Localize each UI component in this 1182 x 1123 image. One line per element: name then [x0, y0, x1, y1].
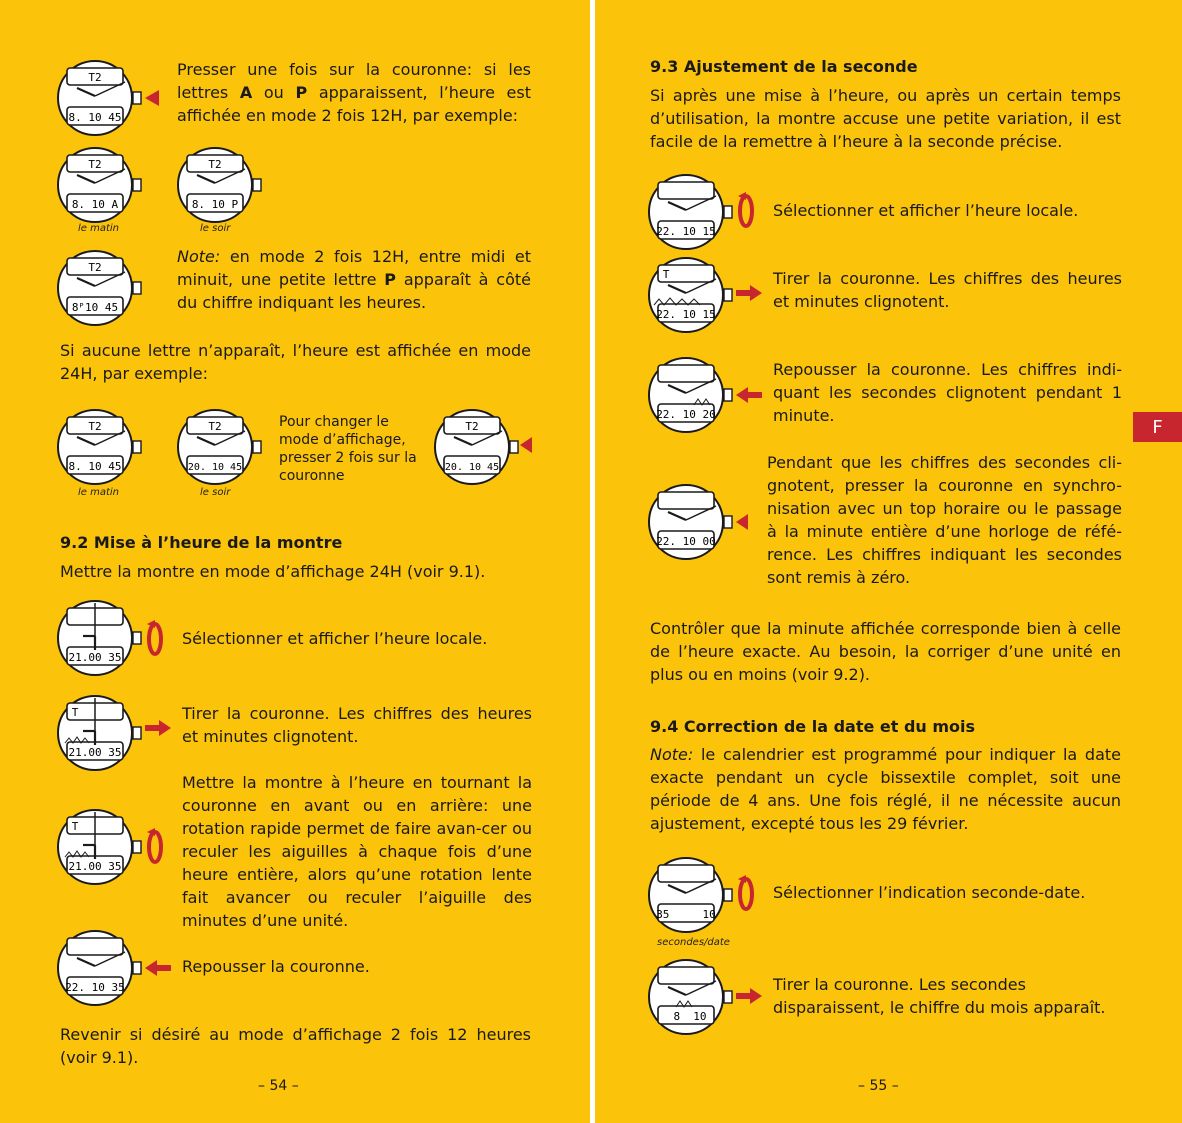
watch-top-display: T2: [88, 261, 102, 274]
watch-bottom-display: 22. 10 35: [65, 981, 125, 994]
step-select-seconds-date: Sélectionner l’indication seconde-date.: [773, 883, 1086, 902]
step-pull-crown: Tirer la couronne. Les chiffres des heures et minutes clignotent.: [182, 704, 532, 746]
watch-bottom-display: 8. 10 45: [68, 460, 122, 473]
step-select-local-time: Sélectionner et afficher l’heure locale.: [773, 201, 1079, 220]
section-9-4-title: 9.4 Correction de la date et du mois: [650, 717, 976, 736]
watch-top-display: T2: [465, 420, 479, 433]
watch-bottom-display: 8. 10 P: [191, 198, 239, 211]
rotate-crown-icon: [145, 620, 165, 658]
check-minute-paragraph: Contrôler que la minute affichée corresponde bien à celle de l’heure exacte. Au besoin, la corriger d’une unité en plus ou en moins (voir 9.2).: [650, 619, 1121, 684]
step-select-local-time: Sélectionner et afficher l’heure locale.: [182, 629, 488, 648]
watch-bottom-display: 8. 10 45: [68, 111, 122, 124]
watch-bottom-display: 35 10: [656, 908, 716, 921]
watch-illustration: [55, 693, 145, 773]
step-set-time: Mettre la montre à l’heure en tournant la couronne en avant ou en arrière: une rotation rapide permet de faire avan-cer ou reculer les aiguilles à chaque fois d’une heure entière, alors qu’une rotation lente fait avancer ou reculer l’aiguille des minutes d’une unité.: [182, 773, 532, 930]
push-arrow-icon: [520, 437, 532, 453]
rotate-crown-icon: [736, 875, 756, 913]
step-pull-month: Tirer la couronne. Les secondes disparaissent, le chiffre du mois apparaît.: [773, 975, 1106, 1017]
section-9-2-intro: Mettre la montre en mode d’affichage 24H (voir 9.1).: [60, 562, 486, 581]
watch-bottom-display: 8. 10 A: [71, 198, 119, 211]
watch-bottom-display: 22. 10 00: [656, 535, 716, 548]
caption-evening: le soir: [200, 487, 231, 498]
watch-top-display: T: [662, 268, 670, 281]
step-synchronize-seconds: Pendant que les chiffres des secondes cli-gnotent, presser la couronne en synchro-nisation avec un top horaire ou le passage à la minute entière d’une horloge de réfé-rence. Les chiffres indiquant les secondes sont remis à zéro.: [767, 453, 1122, 587]
watch-illustration: [432, 407, 522, 487]
section-9-3-intro: Si après une mise à l’heure, ou après un certain temps d’utilisation, la montre accuse une petite variation, il est facile de la remettre à l’heure à la seconde précise.: [650, 86, 1121, 151]
watch-bottom-display: 20. 10 45: [187, 462, 243, 473]
intro-paragraph: Presser une fois sur la couronne: si les lettres A ou P apparaissent, l’heure est affichée en mode 2 fois 12H, par exemple:: [177, 60, 531, 125]
pull-arrow-icon: [736, 285, 762, 301]
caption-morning: le matin: [78, 223, 120, 234]
watch-top-display: T2: [208, 420, 222, 433]
note-paragraph: Note: en mode 2 fois 12H, entre midi et minuit, une petite lettre P apparaît à côté du chiffre indiquant les heures.: [177, 247, 532, 312]
change-mode-text: Pour changer le mode d’affichage, presser 2 fois sur la couronne: [279, 414, 417, 484]
watch-illustration: [646, 172, 736, 252]
push-arrow-icon: [145, 90, 159, 106]
push-arrow-icon: [736, 514, 748, 530]
watch-illustration: [175, 145, 265, 225]
watch-bottom-display: 8ᴾ10 45: [71, 301, 119, 314]
watch-top-display: T2: [208, 158, 222, 171]
return-mode-paragraph: Revenir si désiré au mode d’affichage 2 fois 12 heures (voir 9.1).: [60, 1025, 531, 1067]
watch-bottom-display: 20. 10 45: [444, 462, 500, 473]
step-pull-crown: Tirer la couronne. Les chiffres des heures et minutes clignotent.: [773, 269, 1122, 311]
pull-arrow-icon: [736, 988, 762, 1004]
watch-illustration: [55, 928, 145, 1008]
watch-illustration: [646, 255, 736, 335]
watch-illustration: [55, 807, 145, 887]
rotate-crown-icon: [145, 828, 165, 866]
watch-bottom-display: 22. 10 15: [656, 225, 716, 238]
watch-illustration: [646, 355, 736, 435]
watch-illustration: [55, 145, 145, 225]
language-tab: F: [1133, 412, 1182, 442]
caption-evening: le soir: [200, 223, 231, 234]
watch-illustration: [646, 855, 736, 935]
push-arrow-icon: [736, 387, 762, 403]
watch-bottom-display: 21.00 35: [68, 651, 122, 664]
step-push-crown: Repousser la couronne. Les chiffres indi-quant les secondes clignotent pendant 1 minute.: [773, 360, 1122, 425]
page-number: – 54 –: [258, 1078, 299, 1094]
section-9-2-title: 9.2 Mise à l’heure de la montre: [60, 533, 343, 552]
section-9-3-title: 9.3 Ajustement de la seconde: [650, 57, 918, 76]
watch-top-display: T2: [88, 71, 102, 84]
step-push-crown: Repousser la couronne.: [182, 957, 370, 976]
watch-bottom-display: 22. 10 20: [656, 408, 716, 421]
watch-top-display: T: [71, 820, 79, 833]
caption-morning: le matin: [78, 487, 120, 498]
caption-seconds-date: secondes/date: [657, 937, 730, 948]
watch-top-display: T2: [88, 420, 102, 433]
page-number: – 55 –: [858, 1078, 899, 1094]
watch-bottom-display: 8 10: [673, 1010, 707, 1023]
pull-arrow-icon: [145, 720, 171, 736]
watch-top-display: T2: [88, 158, 102, 171]
rotate-crown-icon: [736, 192, 756, 230]
watch-bottom-display: 21.00 35: [68, 860, 122, 873]
watch-illustration: [55, 248, 145, 328]
watch-bottom-display: 22. 10 15: [656, 308, 716, 321]
watch-illustration: [55, 407, 145, 487]
watch-top-display: T: [71, 706, 79, 719]
mode-24h-paragraph: Si aucune lettre n’apparaît, l’heure est affichée en mode 24H, par exemple:: [60, 341, 531, 383]
push-arrow-icon: [145, 960, 171, 976]
watch-illustration: [175, 407, 265, 487]
watch-bottom-display: 21.00 35: [68, 746, 122, 759]
calendar-note-paragraph: Note: le calendrier est programmé pour indiquer la date exacte pendant un cycle bissextile complet, soit une période de 4 ans. Une fois réglé, il ne nécessite aucun ajustement, excepté tous les 29 février.: [650, 745, 1121, 833]
watch-illustration: [55, 58, 145, 138]
watch-illustration: [646, 482, 736, 562]
watch-illustration: [55, 598, 145, 678]
watch-illustration: [646, 957, 736, 1037]
